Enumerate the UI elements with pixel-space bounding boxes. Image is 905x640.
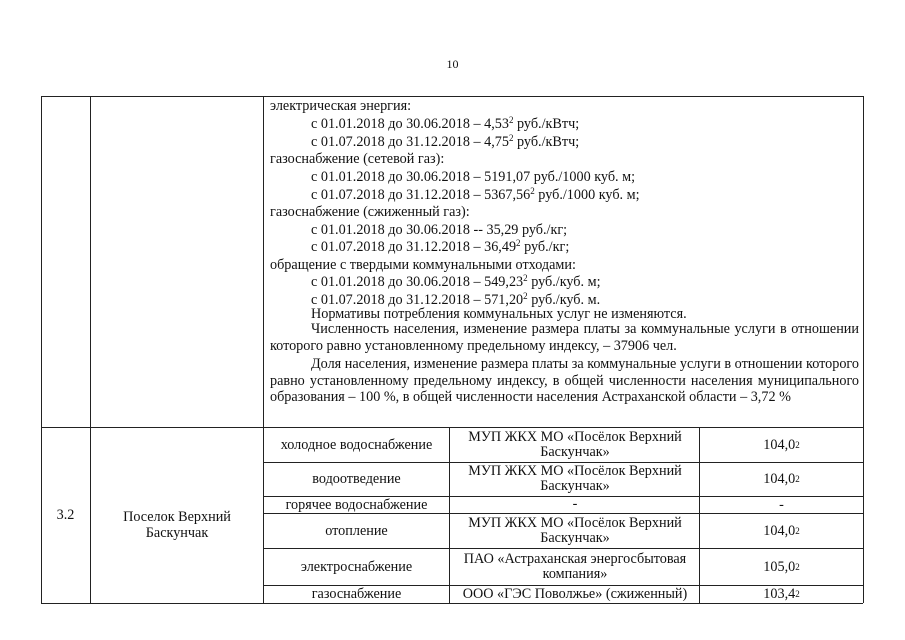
section-number: 3.2 bbox=[56, 507, 75, 523]
provider-cell-text: ПАО «Астраханская энергосбытовая компания» bbox=[463, 550, 687, 582]
service-cell bbox=[264, 496, 449, 513]
index-cell-text: 105,0 bbox=[763, 558, 796, 575]
line-unit: руб./куб. м. bbox=[527, 292, 601, 308]
provider-cell bbox=[452, 427, 698, 462]
continuation-line bbox=[311, 186, 640, 204]
line-unit: руб./кг; bbox=[520, 239, 570, 255]
line-text: Нормативы потребления коммунальных услуг не изменяются. bbox=[311, 306, 687, 322]
service-cell bbox=[264, 427, 449, 462]
line-text: с 01.07.2018 до 31.12.2018 – 4,75 bbox=[311, 134, 509, 150]
index-cell-text: - bbox=[779, 496, 784, 513]
continuation-line bbox=[311, 221, 567, 239]
continuation-line bbox=[270, 150, 444, 168]
footnote-mark: 2 bbox=[523, 291, 528, 301]
line-text: с 01.07.2018 до 31.12.2018 – 36,49 bbox=[311, 239, 517, 255]
continuation-line bbox=[270, 203, 470, 221]
line-text: с 01.07.2018 до 31.12.2018 – 571,20 bbox=[311, 292, 524, 308]
service-cell-text: газоснабжение bbox=[311, 586, 402, 602]
page-number: 10 bbox=[446, 57, 459, 71]
continuation-line bbox=[311, 115, 579, 133]
continuation-line bbox=[311, 273, 601, 291]
continuation-line bbox=[311, 168, 635, 186]
provider-cell-text: МУП ЖКХ МО «Посёлок Верхний Баскунчак» bbox=[468, 514, 682, 546]
service-cell bbox=[264, 585, 449, 603]
service-cell-text: водоотведение bbox=[312, 471, 401, 487]
line-text: с 01.01.2018 до 30.06.2018 – 4,53 bbox=[311, 116, 509, 132]
provider-cell bbox=[452, 585, 698, 603]
population-paragraph: Численность населения, изменение размера платы за коммунальные услуги в отношении которого равно установленному предельному индексу, – 37906 чел. bbox=[270, 321, 859, 354]
continuation-line bbox=[311, 133, 579, 151]
line-unit: руб./кВтч; bbox=[513, 134, 580, 150]
continuation-line bbox=[270, 256, 576, 274]
footnote-mark: 2 bbox=[530, 186, 535, 196]
municipality-name: Поселок Верхний Баскунчак bbox=[123, 509, 231, 541]
line-text: обращение с твердыми коммунальными отходами: bbox=[270, 257, 576, 273]
service-cell bbox=[264, 548, 449, 585]
index-cell-text: 104,0 bbox=[763, 522, 796, 539]
provider-cell bbox=[452, 513, 698, 548]
provider-cell-text: МУП ЖКХ МО «Посёлок Верхний Баскунчак» bbox=[468, 428, 682, 460]
line-text: с 01.01.2018 до 30.06.2018 – 5191,07 руб./1000 куб. м; bbox=[311, 169, 636, 185]
footnote-mark: 2 bbox=[508, 115, 514, 125]
provider-cell-text: МУП ЖКХ МО «Посёлок Верхний Баскунчак» bbox=[468, 463, 682, 494]
line-text: с 01.01.2018 до 30.06.2018 – 549,23 bbox=[311, 274, 524, 290]
footnote-mark: 2 bbox=[516, 238, 521, 248]
service-cell bbox=[264, 462, 449, 496]
provider-cell bbox=[452, 462, 698, 496]
service-cell-text: отопление bbox=[325, 522, 388, 539]
index-cell: 103,4 2 bbox=[763, 586, 800, 602]
footnote-mark: 2 bbox=[508, 133, 514, 143]
index-cell: 104,0 2 bbox=[763, 471, 800, 487]
line-unit: руб./кВтч; bbox=[513, 116, 580, 132]
service-cell bbox=[264, 513, 449, 548]
line-text: газоснабжение (сжиженный газ): bbox=[270, 204, 470, 220]
continuation-line bbox=[311, 238, 569, 256]
index-cell-text: 104,0 bbox=[763, 471, 796, 487]
index-cell-text: 103,4 bbox=[763, 586, 796, 602]
service-cell-text: холодное водоснабжение bbox=[280, 436, 433, 453]
provider-cell-text: - bbox=[572, 496, 578, 512]
line-text: электрическая энергия: bbox=[270, 98, 412, 114]
index-cell bbox=[700, 496, 863, 513]
line-unit: руб./куб. м; bbox=[527, 274, 601, 290]
provider-cell bbox=[452, 496, 698, 513]
index-cell: 104,0 2 bbox=[763, 522, 800, 539]
line-text: газоснабжение (сетевой газ): bbox=[270, 151, 445, 167]
share-paragraph: Доля населения, изменение размера платы за коммунальные услуги в отношении которого равно установленному предельному индексу, в общей численности населения муниципального образования – 100 %, в общей численности населения Астраханской области – 3,72 % bbox=[270, 356, 859, 405]
continuation-line bbox=[270, 97, 411, 115]
line-text: с 01.01.2018 до 30.06.2018 -- 35,29 руб./кг; bbox=[311, 222, 568, 238]
footnote-mark: 2 bbox=[523, 273, 528, 283]
line-unit: руб./1000 куб. м; bbox=[534, 187, 640, 203]
index-cell-text: 104,0 bbox=[763, 436, 796, 453]
index-cell: 105,0 2 bbox=[763, 558, 800, 575]
service-cell-text: электроснабжение bbox=[300, 558, 413, 575]
provider-cell bbox=[452, 548, 698, 585]
line-text: с 01.07.2018 до 31.12.2018 – 5367,56 bbox=[311, 187, 531, 203]
index-cell: 104,0 2 bbox=[763, 436, 800, 453]
provider-cell-text: ООО «ГЭС Поволжье» (сжиженный) bbox=[462, 585, 688, 602]
service-cell-text: горячее водоснабжение bbox=[285, 496, 428, 513]
